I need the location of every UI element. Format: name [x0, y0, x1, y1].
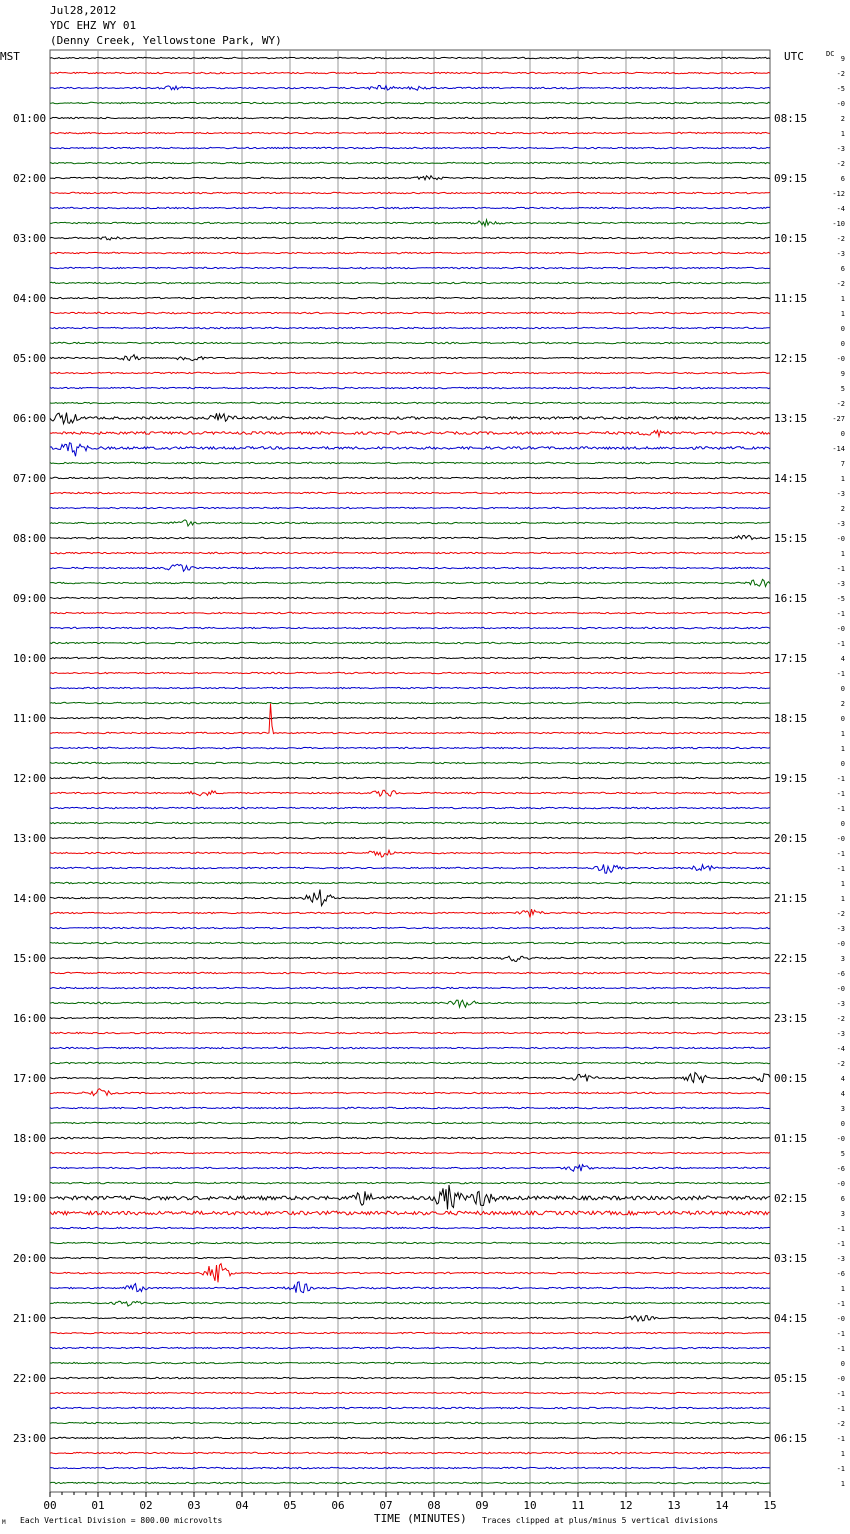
- utc-hour-label: 14:15: [774, 472, 808, 485]
- dc-offset-label: -5: [836, 595, 845, 603]
- dc-offset-label: 2: [840, 115, 845, 123]
- dc-offset-label: 1: [840, 475, 845, 483]
- seismic-trace: [50, 372, 770, 373]
- seismic-trace: [50, 790, 770, 796]
- seismic-trace: [50, 1165, 770, 1172]
- utc-hour-label: 03:15: [774, 1252, 808, 1265]
- seismic-trace: [50, 1482, 770, 1483]
- utc-hour-label: 22:15: [774, 952, 808, 965]
- dc-offset-label: 5: [840, 1150, 845, 1158]
- dc-offset-label: -3: [836, 925, 845, 933]
- dc-offset-label: -0: [836, 940, 845, 948]
- dc-offset-label: -0: [836, 625, 845, 633]
- seismic-trace: [50, 355, 770, 361]
- seismic-trace: [50, 564, 770, 571]
- mst-hour-label: 11:00: [13, 712, 47, 725]
- mst-hour-label: 19:00: [13, 1192, 47, 1205]
- dc-offset-label: 1: [840, 1450, 845, 1458]
- seismic-trace: [50, 1000, 770, 1007]
- mst-hour-label: 01:00: [13, 112, 47, 125]
- dc-offset-label: 0: [840, 325, 845, 333]
- dc-offset-label: -6: [836, 970, 845, 978]
- dc-offset-label: -1: [836, 670, 845, 678]
- seismic-trace: [50, 462, 770, 463]
- seismic-trace: [50, 312, 770, 313]
- seismic-trace: [50, 1407, 770, 1408]
- seismic-trace: [50, 430, 770, 436]
- dc-offset-label: -3: [836, 490, 845, 498]
- mst-hour-label: 13:00: [13, 832, 47, 845]
- seismic-trace: [50, 1332, 770, 1333]
- seismic-trace: [50, 342, 770, 343]
- utc-hour-label: 16:15: [774, 592, 808, 605]
- dc-offset-label: 1: [840, 1285, 845, 1293]
- x-tick-label: 05: [283, 1499, 297, 1512]
- dc-offset-label: -5: [836, 85, 845, 93]
- seismic-trace: [50, 413, 770, 424]
- seismic-trace: [50, 162, 770, 163]
- seismic-trace: [50, 443, 770, 457]
- dc-offset-label: -4: [836, 205, 845, 213]
- dc-offset-label: -1: [836, 1405, 845, 1413]
- seismic-trace: [50, 762, 770, 763]
- dc-offset-label: 0: [840, 685, 845, 693]
- seismic-trace: [50, 237, 770, 240]
- x-tick-label: 04: [235, 1499, 249, 1512]
- dc-offset-label: -2: [836, 70, 845, 78]
- dc-offset-label: -0: [836, 355, 845, 363]
- seismic-trace: [50, 1392, 770, 1393]
- dc-offset-label: 0: [840, 820, 845, 828]
- dc-offset-label: -2: [836, 160, 845, 168]
- dc-offset-label: 3: [840, 1105, 845, 1113]
- seismic-trace: [50, 477, 770, 478]
- dc-offset-label: -1: [836, 850, 845, 858]
- seismic-trace: [50, 252, 770, 253]
- dc-offset-label: -3: [836, 580, 845, 588]
- x-tick-label: 00: [43, 1499, 57, 1512]
- plot-grid: [50, 50, 770, 1492]
- dc-offset-label: -1: [836, 865, 845, 873]
- utc-hour-label: 19:15: [774, 772, 808, 785]
- seismic-trace: [50, 1185, 770, 1210]
- dc-offset-label: -1: [836, 1240, 845, 1248]
- dc-offset-label: -1: [836, 1435, 845, 1443]
- seismic-trace: [50, 552, 770, 553]
- seismic-trace: [50, 387, 770, 388]
- station-code: YDC EHZ WY 01: [50, 19, 137, 32]
- seismic-trace: [50, 850, 770, 857]
- seismic-trace: [50, 1437, 770, 1438]
- dc-offset-label: -0: [836, 535, 845, 543]
- dc-offset-label: 0: [840, 430, 845, 438]
- seismic-trace: [50, 1316, 770, 1322]
- seismic-trace: [50, 837, 770, 838]
- seismic-trace: [50, 1062, 770, 1063]
- seismic-trace: [50, 942, 770, 943]
- seismic-trace: [50, 1032, 770, 1033]
- seismic-trace: [50, 777, 770, 778]
- seismic-trace: [50, 672, 770, 673]
- dc-offset-label: -1: [836, 610, 845, 618]
- utc-hour-label: 11:15: [774, 292, 808, 305]
- left-timezone-label: MST: [0, 50, 20, 63]
- seismic-trace: [50, 220, 770, 226]
- corner-mark: M: [2, 1519, 6, 1526]
- dc-offset-label: -0: [836, 985, 845, 993]
- seismic-trace: [50, 507, 770, 508]
- dc-offset-label: 7: [840, 460, 845, 468]
- mst-hour-label: 15:00: [13, 952, 47, 965]
- seismic-trace: [50, 402, 770, 403]
- seismic-trace: [50, 864, 770, 873]
- seismic-trace: [50, 822, 770, 823]
- seismic-trace: [50, 657, 770, 658]
- seismic-trace: [50, 327, 770, 328]
- seismic-trace: [50, 687, 770, 688]
- utc-hour-label: 17:15: [774, 652, 808, 665]
- seismic-trace: [50, 297, 770, 298]
- seismic-trace: [50, 1211, 770, 1215]
- dc-offset-label: -1: [836, 775, 845, 783]
- dc-offset-label: 0: [840, 715, 845, 723]
- mst-hour-label: 02:00: [13, 172, 47, 185]
- dc-offset-label: -1: [836, 640, 845, 648]
- dc-offset-label: 4: [840, 1075, 845, 1083]
- dc-offset-label: -4: [836, 1045, 845, 1053]
- mst-hour-label: 08:00: [13, 532, 47, 545]
- dc-offset-label: 0: [840, 1360, 845, 1368]
- utc-hour-label: 05:15: [774, 1372, 808, 1385]
- dc-offset-label: 9: [840, 370, 845, 378]
- seismic-trace: [50, 1107, 770, 1108]
- mst-hour-label: 05:00: [13, 352, 47, 365]
- utc-hour-label: 00:15: [774, 1072, 808, 1085]
- mst-hour-label: 10:00: [13, 652, 47, 665]
- seismic-trace: [50, 535, 770, 539]
- utc-hour-label: 01:15: [774, 1132, 808, 1145]
- dc-offset-label: -1: [836, 1330, 845, 1338]
- dc-offset-label: -12: [832, 190, 845, 198]
- seismic-trace: [50, 1017, 770, 1018]
- seismic-trace: [50, 1467, 770, 1468]
- dc-offset-label: -0: [836, 1180, 845, 1188]
- seismic-trace: [50, 987, 770, 988]
- seismic-trace: [50, 1301, 770, 1306]
- x-tick-label: 06: [331, 1499, 345, 1512]
- seismic-trace: [50, 909, 770, 917]
- utc-hour-label: 02:15: [774, 1192, 808, 1205]
- x-tick-label: 10: [523, 1499, 537, 1512]
- dc-offset-label: -0: [836, 1135, 845, 1143]
- dc-offset-label: 6: [840, 175, 845, 183]
- dc-offset-label: 4: [840, 655, 845, 663]
- dc-offset-label: -0: [836, 1375, 845, 1383]
- dc-offset-label: 1: [840, 895, 845, 903]
- dc-offset-label: -2: [836, 400, 845, 408]
- x-tick-label: 02: [139, 1499, 153, 1512]
- dc-offset-label: -2: [836, 235, 845, 243]
- seismic-trace: [50, 267, 770, 268]
- seismic-trace: [50, 1347, 770, 1348]
- seismic-trace: [50, 147, 770, 148]
- seismic-trace: [50, 520, 770, 526]
- dc-offset-label: 1: [840, 730, 845, 738]
- seismic-trace: [50, 176, 770, 180]
- seismic-trace: [50, 1264, 770, 1283]
- x-tick-label: 11: [571, 1499, 585, 1512]
- x-tick-label: 08: [427, 1499, 441, 1512]
- mst-hour-label: 18:00: [13, 1132, 47, 1145]
- dc-offset-label: -0: [836, 835, 845, 843]
- dc-offset-label: -6: [836, 1270, 845, 1278]
- dc-label: DC: [826, 50, 835, 58]
- dc-offset-label: -1: [836, 1225, 845, 1233]
- x-tick-label: 03: [187, 1499, 201, 1512]
- dc-offset-label: -1: [836, 1465, 845, 1473]
- seismic-trace: [50, 612, 770, 613]
- utc-hour-label: 23:15: [774, 1012, 808, 1025]
- seismic-trace: [50, 627, 770, 628]
- seismic-trace: [50, 192, 770, 193]
- x-tick-label: 12: [619, 1499, 633, 1512]
- x-tick-label: 13: [667, 1499, 681, 1512]
- seismic-trace: [50, 1047, 770, 1048]
- mst-hour-label: 06:00: [13, 412, 47, 425]
- clip-note: Traces clipped at plus/minus 5 vertical divisions: [482, 1516, 719, 1525]
- mst-hour-label: 23:00: [13, 1432, 47, 1445]
- vertical-scale-note: Each Vertical Division = 800.00 microvolts: [20, 1516, 223, 1525]
- seismic-trace: [50, 1242, 770, 1243]
- dc-offset-label: 2: [840, 505, 845, 513]
- dc-offset-label: -3: [836, 145, 845, 153]
- dc-offset-label: 6: [840, 265, 845, 273]
- dc-offset-label: -14: [832, 445, 845, 453]
- utc-hour-label: 20:15: [774, 832, 808, 845]
- utc-hour-label: 08:15: [774, 112, 808, 125]
- seismic-trace: [50, 927, 770, 928]
- seismic-trace: [50, 207, 770, 208]
- dc-offset-label: 5: [840, 385, 845, 393]
- mst-hour-label: 14:00: [13, 892, 47, 905]
- mst-hour-label: 16:00: [13, 1012, 47, 1025]
- dc-offset-label: -1: [836, 805, 845, 813]
- utc-hour-label: 15:15: [774, 532, 808, 545]
- dc-offset-label: -3: [836, 1255, 845, 1263]
- dc-offset-label: 1: [840, 745, 845, 753]
- dc-offset-label: 2: [840, 700, 845, 708]
- dc-offset-label: -2: [836, 280, 845, 288]
- x-tick-label: 15: [763, 1499, 777, 1512]
- seismic-trace: [50, 72, 770, 73]
- plot-frame: [50, 50, 770, 1492]
- dc-offset-label: -10: [832, 220, 845, 228]
- x-tick-label: 09: [475, 1499, 489, 1512]
- trace-group: [50, 57, 770, 1483]
- dc-offset-label: 1: [840, 550, 845, 558]
- seismic-trace: [50, 747, 770, 748]
- utc-hour-label: 06:15: [774, 1432, 808, 1445]
- dc-offset-label: -1: [836, 565, 845, 573]
- dc-offset-label: -2: [836, 1015, 845, 1023]
- mst-hour-label: 04:00: [13, 292, 47, 305]
- dc-offset-label: -1: [836, 1390, 845, 1398]
- mst-hour-label: 03:00: [13, 232, 47, 245]
- seismic-trace: [50, 579, 770, 586]
- seismic-trace: [50, 1452, 770, 1453]
- dc-offset-label: 1: [840, 1480, 845, 1488]
- mst-hour-label: 22:00: [13, 1372, 47, 1385]
- dc-offset-label: -3: [836, 520, 845, 528]
- seismic-trace: [50, 1073, 770, 1084]
- dc-offset-label: -2: [836, 1060, 845, 1068]
- dc-offset-label: -1: [836, 1300, 845, 1308]
- dc-offset-label: 3: [840, 1210, 845, 1218]
- dc-offset-label: -0: [836, 1315, 845, 1323]
- dc-offset-label: 1: [840, 310, 845, 318]
- seismic-trace: [50, 890, 770, 906]
- seismic-trace: [50, 1182, 770, 1183]
- utc-hour-label: 09:15: [774, 172, 808, 185]
- seismic-trace: [50, 717, 770, 718]
- seismic-trace: [50, 956, 770, 961]
- utc-hour-label: 10:15: [774, 232, 808, 245]
- seismic-trace: [50, 1377, 770, 1378]
- seismic-trace: [50, 492, 770, 493]
- seismic-trace: [50, 1122, 770, 1123]
- seismic-trace: [50, 702, 770, 703]
- dc-offset-label: -2: [836, 1420, 845, 1428]
- utc-hour-label: 12:15: [774, 352, 808, 365]
- chart-date: Jul28,2012: [50, 4, 117, 17]
- utc-hour-label: 21:15: [774, 892, 808, 905]
- mst-hour-label: 07:00: [13, 472, 47, 485]
- seismic-trace: [50, 282, 770, 283]
- x-tick-label: 14: [715, 1499, 729, 1512]
- seismic-trace: [50, 1422, 770, 1423]
- dc-offset-label: 3: [840, 955, 845, 963]
- dc-offset-label: 0: [840, 760, 845, 768]
- seismic-trace: [50, 57, 770, 58]
- seismic-trace: [50, 882, 770, 883]
- dc-offset-label: 1: [840, 295, 845, 303]
- seismic-trace: [50, 972, 770, 973]
- utc-hour-label: 13:15: [774, 412, 808, 425]
- x-axis-title: TIME (MINUTES): [374, 1512, 467, 1525]
- time-axis: [43, 1492, 776, 1512]
- utc-hour-label: 18:15: [774, 712, 808, 725]
- dc-offset-label: 9: [840, 55, 845, 63]
- dc-offset-label: 1: [840, 880, 845, 888]
- seismic-trace: [50, 807, 770, 808]
- right-timezone-label: UTC: [784, 50, 804, 63]
- dc-offset-label: 0: [840, 340, 845, 348]
- dc-offset-label: -0: [836, 100, 845, 108]
- mst-hour-label: 17:00: [13, 1072, 47, 1085]
- x-tick-label: 07: [379, 1499, 393, 1512]
- seismic-trace: [50, 1227, 770, 1228]
- x-tick-label: 01: [91, 1499, 105, 1512]
- dc-offset-label: -27: [832, 415, 845, 423]
- seismic-trace: [50, 117, 770, 118]
- dc-offset-label: -2: [836, 910, 845, 918]
- dc-offset-label: -3: [836, 1000, 845, 1008]
- dc-offset-label: -3: [836, 250, 845, 258]
- utc-hour-label: 04:15: [774, 1312, 808, 1325]
- mst-hour-label: 20:00: [13, 1252, 47, 1265]
- seismic-trace: [50, 102, 770, 103]
- dc-offset-label: -1: [836, 1345, 845, 1353]
- dc-offset-label: 4: [840, 1090, 845, 1098]
- seismic-trace: [50, 86, 770, 91]
- seismic-trace: [50, 597, 770, 598]
- dc-offset-label: 6: [840, 1195, 845, 1203]
- seismic-trace: [50, 132, 770, 133]
- seismic-trace: [50, 1089, 770, 1096]
- seismic-trace: [50, 642, 770, 643]
- seismic-trace: [50, 1282, 770, 1293]
- seismic-trace: [50, 1362, 770, 1363]
- dc-offset-label: -1: [836, 790, 845, 798]
- seismic-trace: [50, 1137, 770, 1138]
- dc-offset-label: -3: [836, 1030, 845, 1038]
- mst-hour-label: 12:00: [13, 772, 47, 785]
- dc-offset-label: 1: [840, 130, 845, 138]
- mst-hour-label: 21:00: [13, 1312, 47, 1325]
- mst-hour-label: 09:00: [13, 592, 47, 605]
- seismic-trace: [50, 1257, 770, 1258]
- station-location: (Denny Creek, Yellowstone Park, WY): [50, 34, 282, 47]
- dc-offset-label: -6: [836, 1165, 845, 1173]
- dc-offset-label: 0: [840, 1120, 845, 1128]
- seismic-trace: [50, 1152, 770, 1153]
